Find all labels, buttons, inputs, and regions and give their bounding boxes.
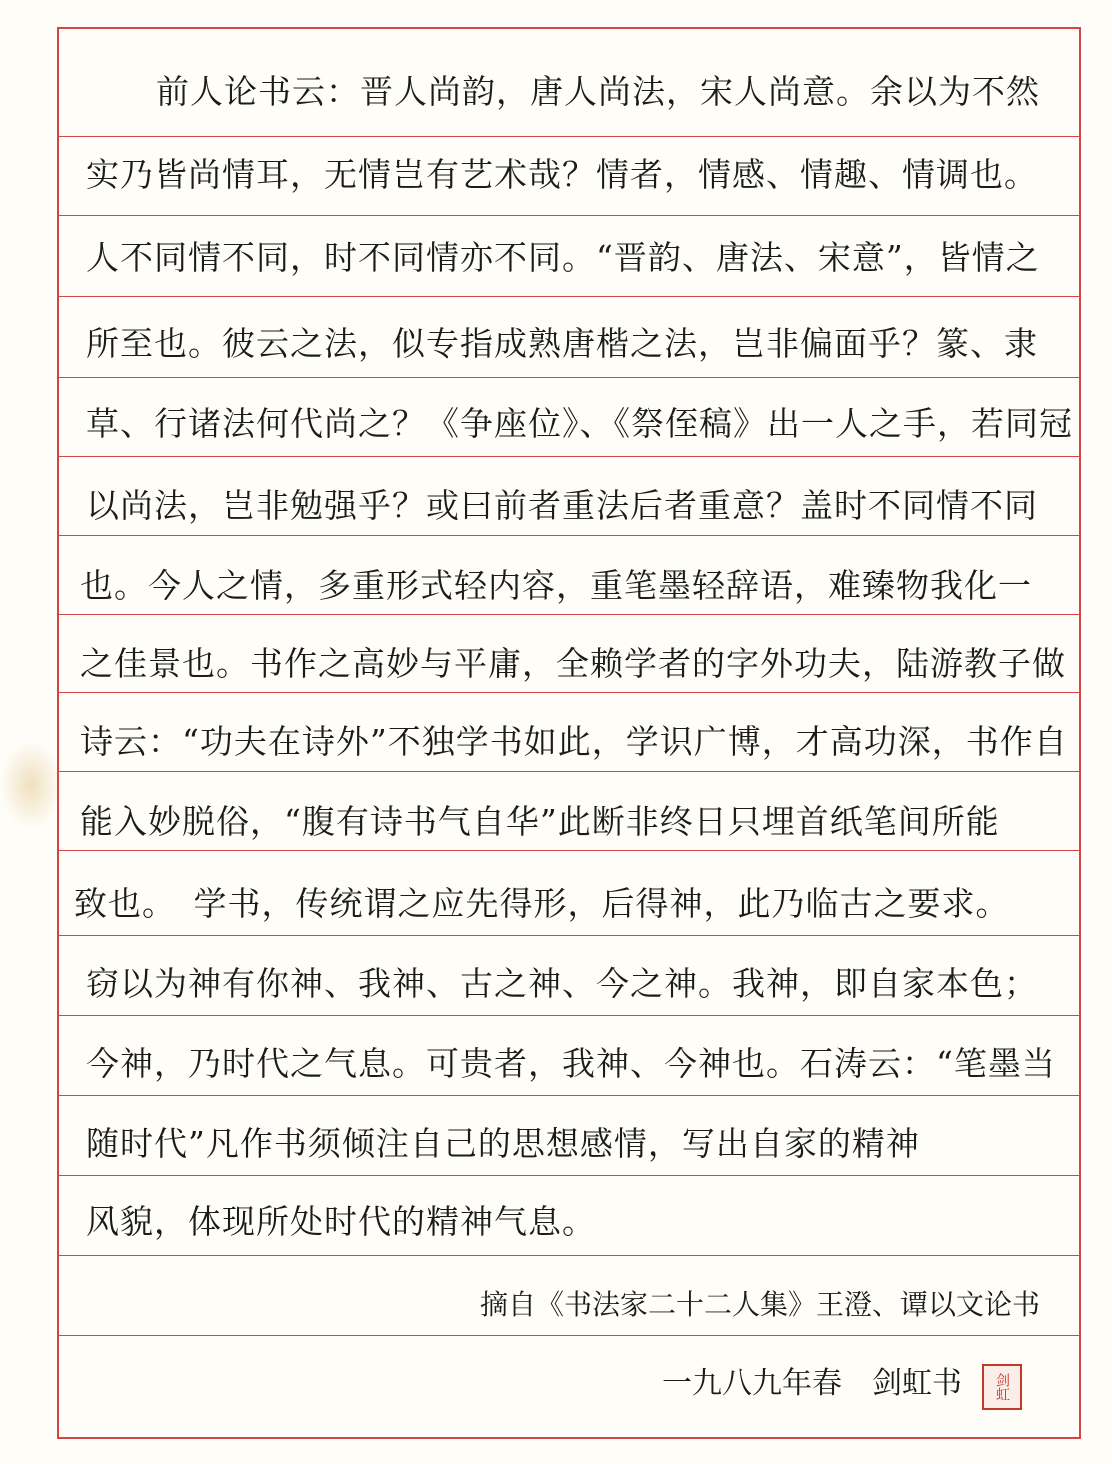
paper-stain: [0, 740, 62, 830]
ruled-line: [57, 614, 1081, 615]
ruled-line: [57, 935, 1081, 936]
ruled-line: [57, 296, 1081, 297]
text-line-1: 前人论书云：晋人尚韵，唐人尚法，宋人尚意。余以为不然: [156, 72, 1040, 111]
text-line-5: 草、行诸法何代尚之？《争座位》、《祭侄稿》出一人之手，若同冠: [86, 404, 1073, 443]
ruled-line: [57, 1255, 1081, 1256]
ruled-line: [57, 1015, 1081, 1016]
ruled-line: [57, 1095, 1081, 1096]
seal-stamp: [982, 1364, 1022, 1410]
text-line-8: 之佳景也。书作之高妙与平庸，全赖学者的字外功夫，陆游教子做: [80, 644, 1066, 683]
text-line-9: 诗云：“功夫在诗外”不独学书如此，学识广博，才高功深，书作自: [80, 722, 1068, 761]
ruled-line: [57, 771, 1081, 772]
text-line-4: 所至也。彼云之法，似专指成熟唐楷之法，岂非偏面乎？篆、隶: [86, 324, 1038, 363]
text-line-2: 实乃皆尚情耳，无情岂有艺术哉？情者，情感、情趣、情调也。: [86, 155, 1038, 194]
text-line-12: 窃以为神有你神、我神、古之神、今之神。我神，即自家本色；: [86, 964, 1038, 1003]
text-line-14: 随时代”凡作书须倾注自己的思想感情，写出自家的精神: [86, 1124, 920, 1163]
ruled-line: [57, 456, 1081, 457]
ruled-line: [57, 692, 1081, 693]
signature: 一九八九年春 剑虹书: [662, 1366, 962, 1401]
ruled-line: [57, 136, 1081, 137]
text-line-11: 致也。 学书，传统谓之应先得形，后得神，此乃临古之要求。: [74, 884, 1010, 923]
ruled-line: [57, 1335, 1081, 1336]
ruled-line: [57, 215, 1081, 216]
ruled-line: [57, 1175, 1081, 1176]
text-line-10: 能入妙脱俗，“腹有诗书气自华”此断非终日只埋首纸笔间所能: [80, 802, 1000, 841]
text-line-6: 以尚法，岂非勉强乎？或曰前者重法后者重意？盖时不同情不同: [86, 486, 1038, 525]
text-line-13: 今神，乃时代之气息。可贵者，我神、今神也。石涛云：“笔墨当: [86, 1044, 1056, 1083]
text-line-15: 风貌，体现所处时代的精神气息。: [86, 1202, 596, 1241]
ruled-line: [57, 850, 1081, 851]
seal-text: 剑虹: [994, 1373, 1010, 1401]
ruled-line: [57, 535, 1081, 536]
text-line-3: 人不同情不同，时不同情亦不同。“晋韵、唐法、宋意”，皆情之: [86, 238, 1040, 277]
ruled-line: [57, 377, 1081, 378]
source-note: 摘自《书法家二十二人集》王澄、谭以文论书: [480, 1288, 1041, 1321]
text-line-7: 也。今人之情，多重形式轻内容，重笔墨轻辞语，难臻物我化一: [80, 566, 1032, 605]
